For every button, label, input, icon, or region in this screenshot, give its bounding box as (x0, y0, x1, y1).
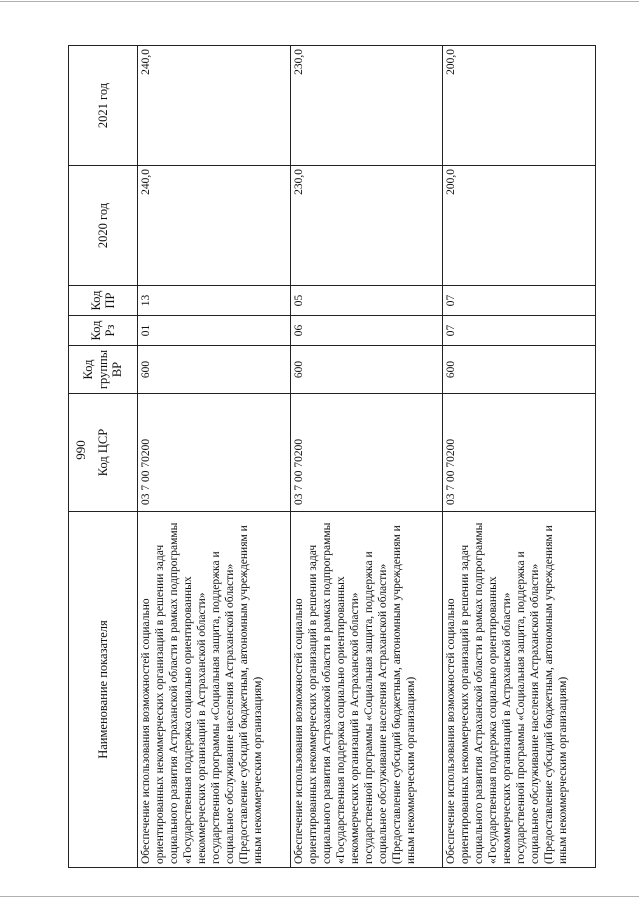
scan-edge-top (0, 1, 639, 2)
header-year-2021: 2021 год (69, 46, 138, 166)
amount-2020-cell: 200,0 (443, 166, 596, 286)
indicator-name-cell: Обеспечение использования возможностей социально ориентированных некоммерческих организаций в решении задач социального развития Астраханской области в рамках подпрограммы «Государственная поддержка социально ориентированных некоммерческих организаций в Астраханской области» государственной программы «Социальная защита, поддержка и социальное обслуживание населения Астраханской области» (Предоставление субсидий бюджетным, автономным учреждениям и иным некоммерческим организациям) (443, 512, 596, 868)
code-vr-cell: 600 (443, 346, 596, 394)
amount-2021-cell: 240,0 (138, 46, 291, 166)
amount-2021-cell: 230,0 (290, 46, 443, 166)
code-csr-cell: 03 7 00 70200 (138, 394, 291, 512)
code-pr-cell: 05 (290, 286, 443, 316)
header-code-csr: Код ЦСР (69, 394, 138, 512)
indicator-table (68, 45, 596, 868)
code-csr-cell: 03 7 00 70200 (290, 394, 443, 512)
amount-2020-cell: 240,0 (138, 166, 291, 286)
amount-2021-cell: 200,0 (443, 46, 596, 166)
header-code-pr: Код ПР (69, 286, 138, 316)
table-header-row (69, 46, 138, 868)
table-row (443, 46, 596, 868)
code-vr-cell: 600 (138, 346, 291, 394)
header-indicator-name: Наименование показателя (69, 512, 138, 868)
table-row (290, 46, 443, 868)
indicator-name-cell: Обеспечение использования возможностей социально ориентированных некоммерческих организаций в решении задач социального развития Астраханской области в рамках подпрограммы «Государственная поддержка социально ориентированных некоммерческих организаций в Астраханской области» государственной программы «Социальная защита, поддержка и социальное обслуживание населения Астраханской области» (Предоставление субсидий бюджетным, автономным учреждениям и иным некоммерческим организациям) (290, 512, 443, 868)
page-number: 990 (73, 440, 88, 460)
code-pr-cell: 13 (138, 286, 291, 316)
scan-edge-bottom (0, 896, 639, 897)
code-rz-cell: 07 (443, 316, 596, 346)
code-csr-cell: 03 7 00 70200 (443, 394, 596, 512)
header-code-vr: Код группы ВР (69, 346, 138, 394)
amount-2020-cell: 230,0 (290, 166, 443, 286)
rotated-table-container (68, 46, 596, 868)
indicator-name-cell: Обеспечение использования возможностей социально ориентированных некоммерческих организаций в решении задач социального развития Астраханской области в рамках подпрограммы «Государственная поддержка социально ориентированных некоммерческих организаций в Астраханской области» государственной программы «Социальная защита, поддержка и социальное обслуживание населения Астраханской области» (Предоставление субсидий бюджетным, автономным учреждениям и иным некоммерческим организациям) (138, 512, 291, 868)
code-vr-cell: 600 (290, 346, 443, 394)
header-code-rz: Код Рз (69, 316, 138, 346)
code-rz-cell: 01 (138, 316, 291, 346)
table-row (138, 46, 291, 868)
code-pr-cell: 07 (443, 286, 596, 316)
header-year-2020: 2020 год (69, 166, 138, 286)
code-rz-cell: 06 (290, 316, 443, 346)
